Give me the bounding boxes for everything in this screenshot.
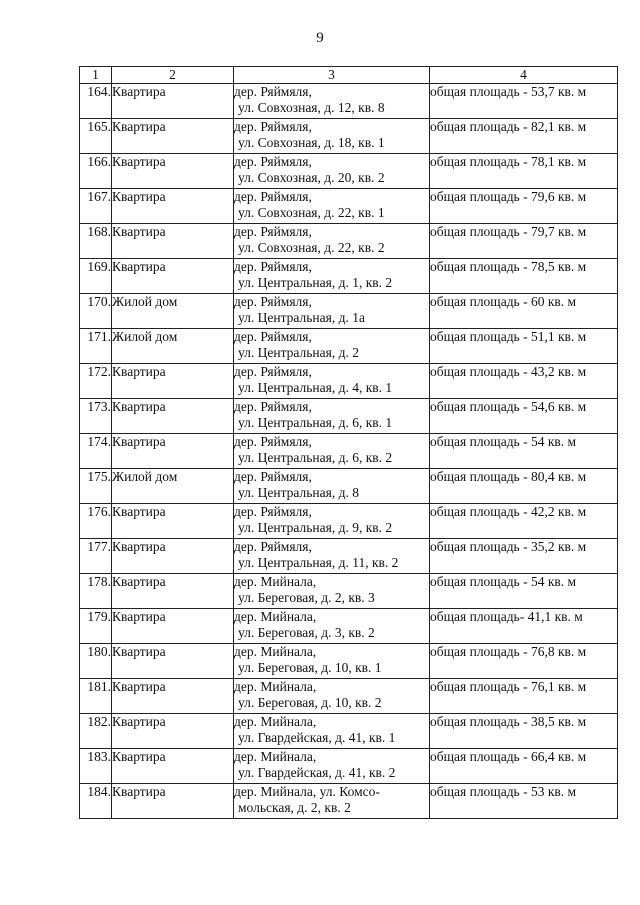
address-line-2: ул. Центральная, д. 11, кв. 2: [238, 555, 399, 570]
address-line-1: дер. Ряймяля,: [234, 259, 312, 274]
row-number: 176.: [80, 504, 112, 539]
row-number: 180.: [80, 644, 112, 679]
property-area: общая площадь - 82,1 кв. м: [430, 119, 618, 154]
address-line-1: дер. Мийнала,: [234, 714, 317, 729]
address-line-1: дер. Ряймяля,: [234, 84, 312, 99]
property-area: общая площадь - 38,5 кв. м: [430, 714, 618, 749]
property-address: [234, 189, 430, 224]
property-type: Квартира: [112, 504, 234, 539]
property-area: общая площадь - 42,2 кв. м: [430, 504, 618, 539]
column-header-2: 2: [112, 67, 234, 84]
property-table: [79, 66, 618, 819]
property-address: [234, 294, 430, 329]
table-row: [80, 119, 618, 154]
address-line-1: дер. Мийнала, ул. Комсо-: [234, 784, 380, 799]
address-line-2: ул. Центральная, д. 6, кв. 2: [238, 450, 393, 465]
address-line-2: ул. Гвардейская, д. 41, кв. 2: [238, 765, 396, 780]
address-line-2: ул. Береговая, д. 10, кв. 2: [238, 695, 382, 710]
property-address: [234, 679, 430, 714]
table-row: [80, 329, 618, 364]
property-type: Квартира: [112, 364, 234, 399]
property-address: [234, 539, 430, 574]
column-header-4: 4: [430, 67, 618, 84]
address-line-2: ул. Совхозная, д. 12, кв. 8: [238, 100, 385, 115]
property-address: [234, 609, 430, 644]
row-number: 167.: [80, 189, 112, 224]
property-type: Квартира: [112, 574, 234, 609]
property-area: общая площадь - 78,5 кв. м: [430, 259, 618, 294]
address-line-1: дер. Ряймяля,: [234, 329, 312, 344]
address-line-1: дер. Ряймяля,: [234, 504, 312, 519]
property-area: общая площадь - 78,1 кв. м: [430, 154, 618, 189]
table-row: [80, 399, 618, 434]
address-line-2: ул. Береговая, д. 3, кв. 2: [238, 625, 375, 640]
property-type: Квартира: [112, 539, 234, 574]
row-number: 173.: [80, 399, 112, 434]
address-line-2: ул. Центральная, д. 4, кв. 1: [238, 380, 393, 395]
row-number: 166.: [80, 154, 112, 189]
property-area: общая площадь - 53,7 кв. м: [430, 84, 618, 119]
row-number: 172.: [80, 364, 112, 399]
row-number: 182.: [80, 714, 112, 749]
property-area: общая площадь - 79,7 кв. м: [430, 224, 618, 259]
row-number: 183.: [80, 749, 112, 784]
row-number: 175.: [80, 469, 112, 504]
address-line-2: мольская, д. 2, кв. 2: [238, 800, 351, 815]
table-row: [80, 644, 618, 679]
table-row: [80, 679, 618, 714]
property-address: [234, 749, 430, 784]
table-row: [80, 294, 618, 329]
address-line-2: ул. Гвардейская, д. 41, кв. 1: [238, 730, 396, 745]
table-row: [80, 434, 618, 469]
property-area: общая площадь - 66,4 кв. м: [430, 749, 618, 784]
property-area: общая площадь - 54,6 кв. м: [430, 399, 618, 434]
row-number: 181.: [80, 679, 112, 714]
address-line-1: дер. Ряймяля,: [234, 189, 312, 204]
property-area: общая площадь - 80,4 кв. м: [430, 469, 618, 504]
table-row: [80, 609, 618, 644]
property-address: [234, 119, 430, 154]
row-number: 184.: [80, 784, 112, 819]
property-type: Квартира: [112, 119, 234, 154]
property-address: [234, 154, 430, 189]
property-area: общая площадь - 35,2 кв. м: [430, 539, 618, 574]
table-row: [80, 504, 618, 539]
row-number: 164.: [80, 84, 112, 119]
address-line-1: дер. Мийнала,: [234, 574, 317, 589]
address-line-2: ул. Совхозная, д. 18, кв. 1: [238, 135, 385, 150]
property-address: [234, 469, 430, 504]
property-area: общая площадь - 53 кв. м: [430, 784, 618, 819]
property-type: Квартира: [112, 749, 234, 784]
property-type: Квартира: [112, 189, 234, 224]
property-area: общая площадь - 54 кв. м: [430, 574, 618, 609]
address-line-1: дер. Ряймяля,: [234, 154, 312, 169]
property-type: Квартира: [112, 434, 234, 469]
property-address: [234, 329, 430, 364]
property-type: Квартира: [112, 84, 234, 119]
property-type: Квартира: [112, 224, 234, 259]
property-address: [234, 259, 430, 294]
table-row: [80, 84, 618, 119]
table-row: [80, 469, 618, 504]
address-line-2: ул. Центральная, д. 6, кв. 1: [238, 415, 393, 430]
property-type: Квартира: [112, 154, 234, 189]
property-type: Квартира: [112, 644, 234, 679]
address-line-2: ул. Центральная, д. 1а: [238, 310, 365, 325]
property-type: Квартира: [112, 609, 234, 644]
table-body: [80, 84, 618, 819]
table-row: [80, 189, 618, 224]
property-area: общая площадь - 60 кв. м: [430, 294, 618, 329]
address-line-1: дер. Мийнала,: [234, 644, 317, 659]
address-line-2: ул. Центральная, д. 2: [238, 345, 359, 360]
address-line-1: дер. Ряймяля,: [234, 224, 312, 239]
row-number: 174.: [80, 434, 112, 469]
property-area: общая площадь - 76,8 кв. м: [430, 644, 618, 679]
table-row: [80, 259, 618, 294]
property-area: общая площадь- 41,1 кв. м: [430, 609, 618, 644]
property-area: общая площадь - 54 кв. м: [430, 434, 618, 469]
address-line-1: дер. Мийнала,: [234, 749, 317, 764]
address-line-1: дер. Мийнала,: [234, 609, 317, 624]
property-type: Квартира: [112, 679, 234, 714]
property-type: Квартира: [112, 784, 234, 819]
address-line-2: ул. Центральная, д. 8: [238, 485, 359, 500]
address-line-1: дер. Ряймяля,: [234, 434, 312, 449]
address-line-1: дер. Ряймяля,: [234, 469, 312, 484]
address-line-2: ул. Совхозная, д. 20, кв. 2: [238, 170, 385, 185]
row-number: 169.: [80, 259, 112, 294]
header-row: [80, 67, 618, 84]
property-address: [234, 84, 430, 119]
property-address: [234, 784, 430, 819]
address-line-2: ул. Совхозная, д. 22, кв. 2: [238, 240, 385, 255]
address-line-1: дер. Ряймяля,: [234, 399, 312, 414]
table-row: [80, 714, 618, 749]
address-line-1: дер. Мийнала,: [234, 679, 317, 694]
property-type: Жилой дом: [112, 329, 234, 364]
property-address: [234, 364, 430, 399]
row-number: 177.: [80, 539, 112, 574]
property-address: [234, 399, 430, 434]
address-line-1: дер. Ряймяля,: [234, 539, 312, 554]
table-row: [80, 784, 618, 819]
address-line-1: дер. Ряймяля,: [234, 294, 312, 309]
address-line-1: дер. Ряймяля,: [234, 119, 312, 134]
property-area: общая площадь - 51,1 кв. м: [430, 329, 618, 364]
table-row: [80, 154, 618, 189]
property-type: Квартира: [112, 714, 234, 749]
property-type: Квартира: [112, 259, 234, 294]
address-line-2: ул. Центральная, д. 9, кв. 2: [238, 520, 393, 535]
property-area: общая площадь - 76,1 кв. м: [430, 679, 618, 714]
property-type: Квартира: [112, 399, 234, 434]
address-line-2: ул. Центральная, д. 1, кв. 2: [238, 275, 393, 290]
page-number: 9: [316, 30, 324, 46]
property-address: [234, 714, 430, 749]
property-address: [234, 574, 430, 609]
table-row: [80, 539, 618, 574]
property-address: [234, 504, 430, 539]
table-row: [80, 749, 618, 784]
address-line-2: ул. Совхозная, д. 22, кв. 1: [238, 205, 385, 220]
property-area: общая площадь - 79,6 кв. м: [430, 189, 618, 224]
table-row: [80, 224, 618, 259]
table-row: [80, 574, 618, 609]
address-line-1: дер. Ряймяля,: [234, 364, 312, 379]
row-number: 178.: [80, 574, 112, 609]
property-type: Жилой дом: [112, 294, 234, 329]
address-line-2: ул. Береговая, д. 2, кв. 3: [238, 590, 375, 605]
row-number: 179.: [80, 609, 112, 644]
property-area: общая площадь - 43,2 кв. м: [430, 364, 618, 399]
address-line-2: ул. Береговая, д. 10, кв. 1: [238, 660, 382, 675]
row-number: 170.: [80, 294, 112, 329]
property-address: [234, 644, 430, 679]
row-number: 171.: [80, 329, 112, 364]
column-header-1: 1: [80, 67, 112, 84]
column-header-3: 3: [234, 67, 430, 84]
row-number: 165.: [80, 119, 112, 154]
property-address: [234, 224, 430, 259]
property-address: [234, 434, 430, 469]
table-row: [80, 364, 618, 399]
row-number: 168.: [80, 224, 112, 259]
property-type: Жилой дом: [112, 469, 234, 504]
